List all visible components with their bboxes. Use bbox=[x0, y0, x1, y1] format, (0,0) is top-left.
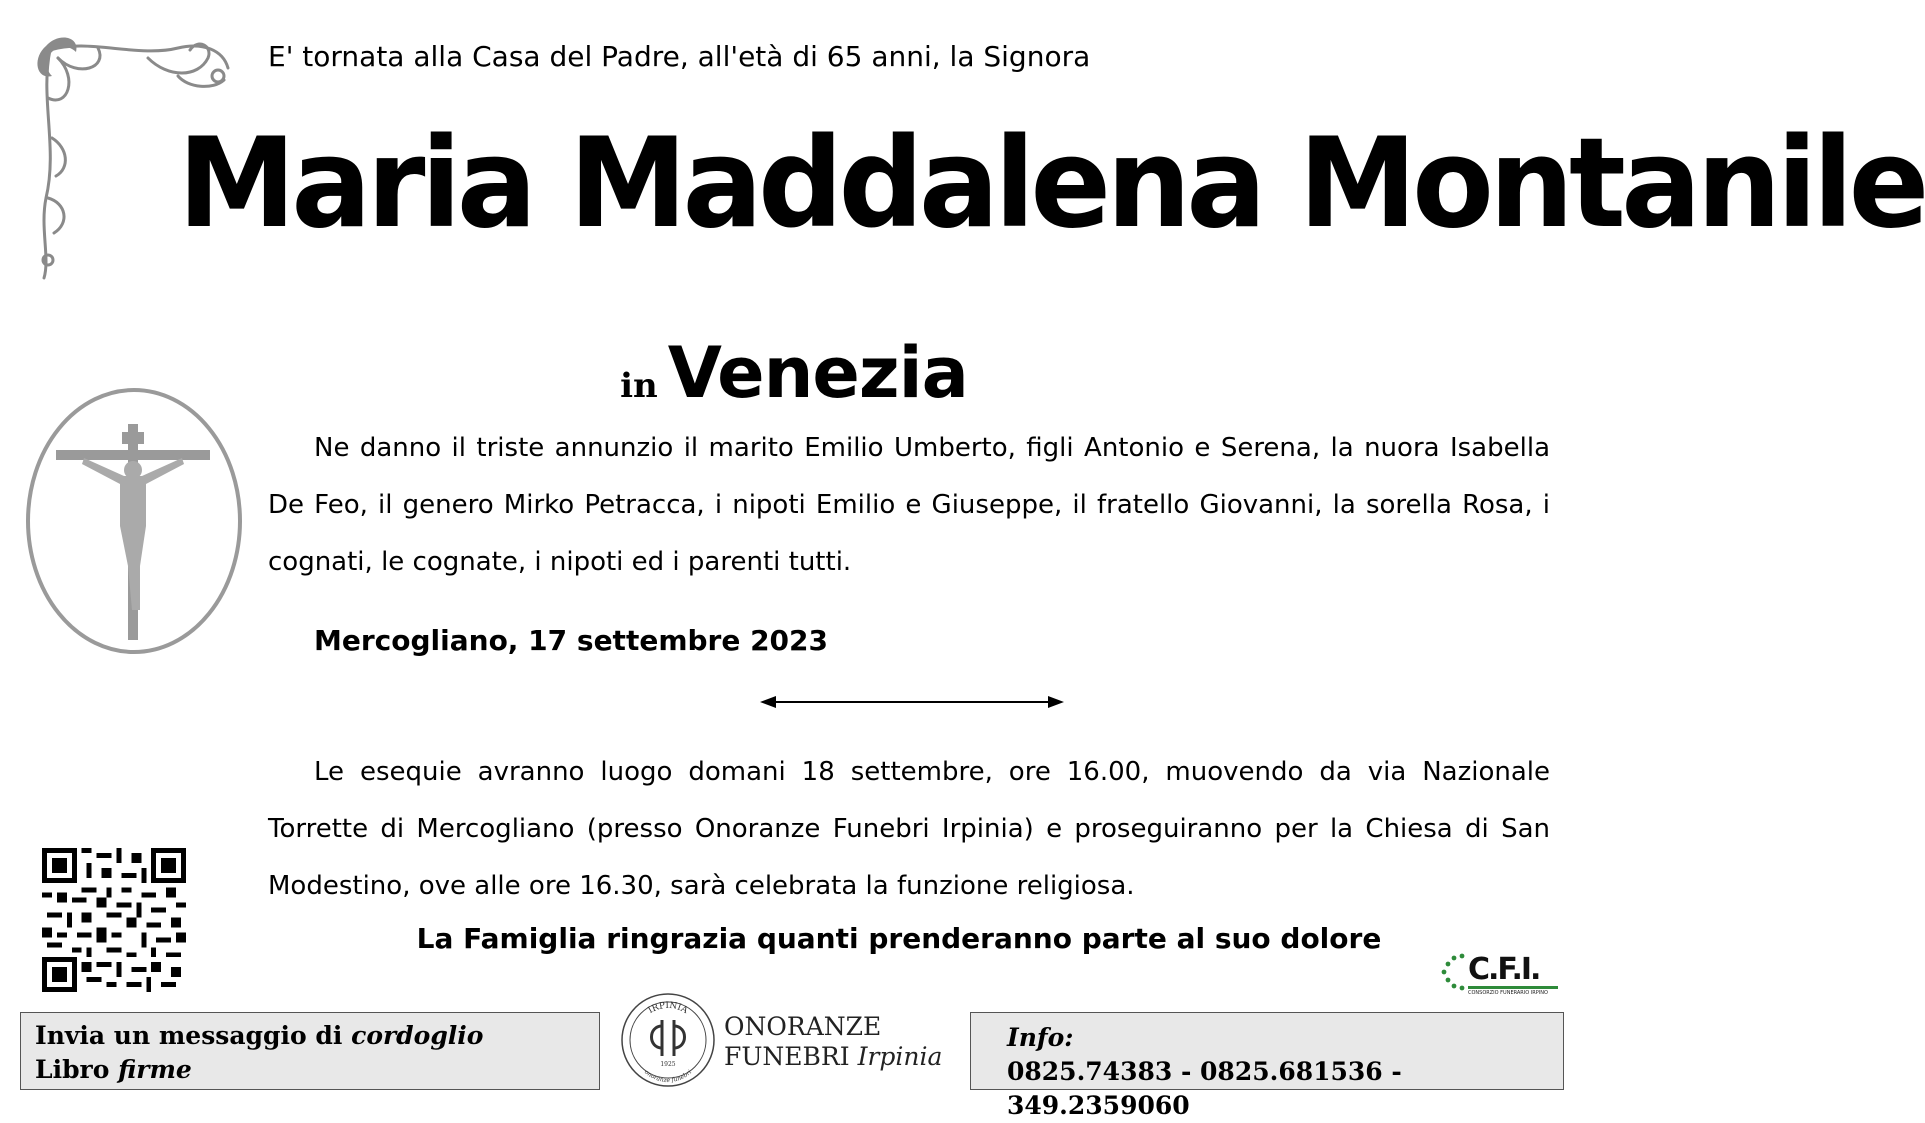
funeral-text: Le esequie avranno luogo domani 18 settembre, ore 16.00, muovendo da via Nazionale Torrette di Mercogliano (presso Onoranze Funebri Irpinia) e proseguiranno per la Chiesa di San Modestino, ove alle ore 16.30, sarà celebrata la funzione religiosa. bbox=[268, 757, 1550, 901]
place-date: Mercogliano, 17 settembre 2023 bbox=[314, 624, 829, 657]
info-box bbox=[970, 1012, 1564, 1120]
condolence-text: Invia un messaggio di bbox=[35, 1021, 343, 1050]
condolence-link[interactable] bbox=[35, 1019, 585, 1053]
guestbook-link[interactable] bbox=[35, 1053, 585, 1087]
condolence-italic: cordoglio bbox=[351, 1021, 484, 1050]
brand-line-2 bbox=[724, 1042, 942, 1072]
married-prefix: in bbox=[620, 366, 658, 406]
married-surname: Venezia bbox=[667, 332, 968, 414]
info-label: Info: bbox=[1007, 1023, 1074, 1052]
funeral-home-name bbox=[724, 1012, 942, 1072]
seal-top-text: IRPINIA bbox=[646, 1000, 690, 1016]
phone-numbers[interactable]: 0825.74383 - 0825.681536 - 349.2359060 bbox=[1007, 1057, 1402, 1120]
seal-year: 1925 bbox=[660, 1061, 676, 1068]
brand-italic: Irpinia bbox=[857, 1042, 943, 1071]
funeral-home-seal-icon bbox=[618, 990, 718, 1090]
deceased-name: Maria Maddalena Montanile bbox=[177, 112, 1925, 256]
condolence-box[interactable] bbox=[20, 1012, 600, 1090]
crucifix-icon bbox=[24, 386, 244, 656]
double-arrow-icon bbox=[758, 692, 1066, 712]
guestbook-italic: firme bbox=[118, 1055, 192, 1084]
svg-text:IRPINIA bbox=[647, 1001, 690, 1016]
cfi-label: C.F.I. bbox=[1468, 952, 1540, 987]
qr-code-icon[interactable] bbox=[42, 848, 186, 992]
cfi-subtitle: CONSORZIO FUNERARIO IRPINO bbox=[1468, 990, 1548, 996]
guestbook-text: Libro bbox=[35, 1055, 110, 1084]
brand-line-2-text: FUNEBRI bbox=[724, 1042, 850, 1071]
announcement-text: Ne danno il triste annunzio il marito Emilio Umberto, figli Antonio e Serena, la nuora Isabella De Feo, il genero Mirko Petracca, i nipoti Emilio e Giuseppe, il fratello Giovanni, la sorella Rosa, i cognati, le cognate, i nipoti ed i parenti tutti. bbox=[268, 433, 1550, 577]
cfi-logo bbox=[1440, 950, 1566, 998]
thanks-text: La Famiglia ringrazia quanti prenderanno parte al suo dolore bbox=[416, 922, 1382, 955]
intro-text: E' tornata alla Casa del Padre, all'età di 65 anni, la Signora bbox=[268, 40, 1091, 73]
brand-line-1: ONORANZE bbox=[724, 1012, 882, 1041]
seal-bottom-text: onoranze funebri bbox=[642, 1068, 694, 1085]
